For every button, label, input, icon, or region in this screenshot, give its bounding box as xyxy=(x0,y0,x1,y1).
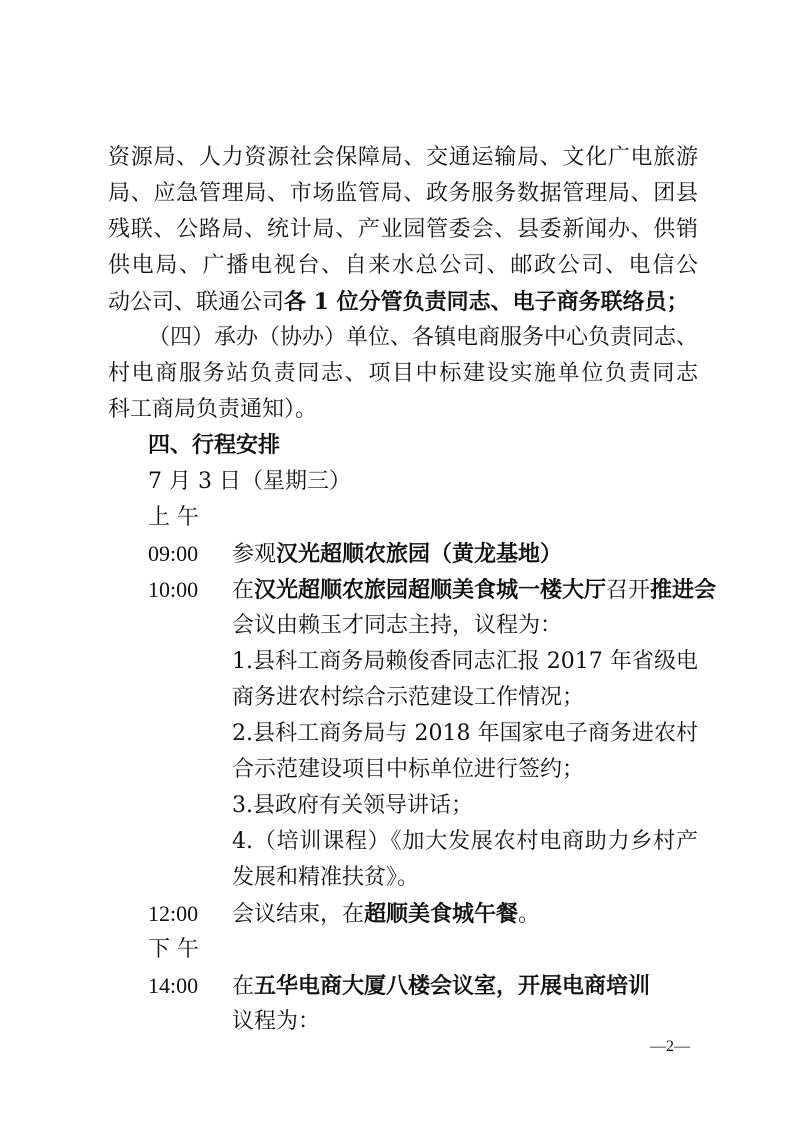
paragraph-line: 残联、公路局、统计局、产业园管委会、县委新闻办、供销 xyxy=(108,217,698,242)
paragraph-line: 资源局、人力资源社会保障局、交通运输局、文化广电旅游 xyxy=(108,145,698,170)
agenda-item: 3.县政府有关领导讲话； xyxy=(232,793,473,818)
entry-prefix: 参观 xyxy=(232,542,277,567)
afternoon-label: 下 午 xyxy=(148,937,199,962)
paragraph-last-bold: 各 1 位分管负责同志、电子商务联络员； xyxy=(284,289,689,315)
schedule-time: 12:00 xyxy=(148,901,199,926)
morning-label: 上 午 xyxy=(148,505,199,530)
entry-location: 汉光超顺农旅园超顺美食城一楼大厅 xyxy=(254,577,607,603)
agenda-item: 1.县科工商务局赖俊香同志汇报 2017 年省级电 xyxy=(232,649,698,674)
entry-event: 推进会 xyxy=(650,577,717,603)
agenda-item: 发展和精准扶贫》。 xyxy=(232,865,420,890)
section4-line: （四）承办（协办）单位、各镇电商服务中心负责同志、 xyxy=(148,325,698,350)
paragraph-line: 供电局、广播电视台、自来水总公司、邮政公司、电信公 xyxy=(108,253,698,278)
itinerary-heading: 四、行程安排 xyxy=(148,433,281,458)
agenda-intro: 会议由赖玉才同志主持，议程为： xyxy=(232,613,563,638)
page-number: —2— xyxy=(650,1038,690,1055)
agenda-item: 4.（培训课程）《加大发展农村电商助力乡村产 xyxy=(232,829,698,854)
entry-location: 五华电商大厦八楼会议室，开展电商培训 xyxy=(254,973,651,999)
paragraph-last-normal: 动公司、联通公司 xyxy=(108,290,285,315)
entry-location: 超顺美食城午餐 xyxy=(364,901,519,927)
paragraph-line: 局、应急管理局、市场监管局、政务服务数据管理局、团县 xyxy=(108,181,698,206)
date-line: 7 月 3 日（星期三） xyxy=(148,469,351,494)
entry-middle: 召开 xyxy=(606,578,651,603)
entry-suffix: 。 xyxy=(518,902,541,927)
entry-prefix: 会议结束，在 xyxy=(232,902,365,927)
entry-location: 汉光超顺农旅园（黄龙基地） xyxy=(276,541,563,567)
schedule-time: 14:00 xyxy=(148,973,199,998)
section4-line: 科工商局负责通知）。 xyxy=(108,397,318,422)
agenda-intro: 议程为： xyxy=(232,1009,321,1034)
section4-line: 村电商服务站负责同志、项目中标建设实施单位负责同志 xyxy=(108,361,698,386)
schedule-time: 09:00 xyxy=(148,541,199,566)
paragraph-last-line xyxy=(108,284,698,321)
agenda-item: 2.县科工商务局与 2018 年国家电子商务进农村 xyxy=(232,721,698,746)
entry-prefix: 在 xyxy=(232,578,255,603)
schedule-time: 10:00 xyxy=(148,577,199,602)
agenda-item: 合示范建设项目中标单位进行签约； xyxy=(232,757,585,782)
schedule-entry-1200 xyxy=(232,896,698,933)
agenda-item: 商务进农村综合示范建设工作情况； xyxy=(232,685,585,710)
schedule-entry-0900 xyxy=(232,536,698,573)
schedule-entry-1400 xyxy=(232,968,698,1005)
entry-prefix: 在 xyxy=(232,974,255,999)
schedule-entry-1000 xyxy=(232,572,717,609)
